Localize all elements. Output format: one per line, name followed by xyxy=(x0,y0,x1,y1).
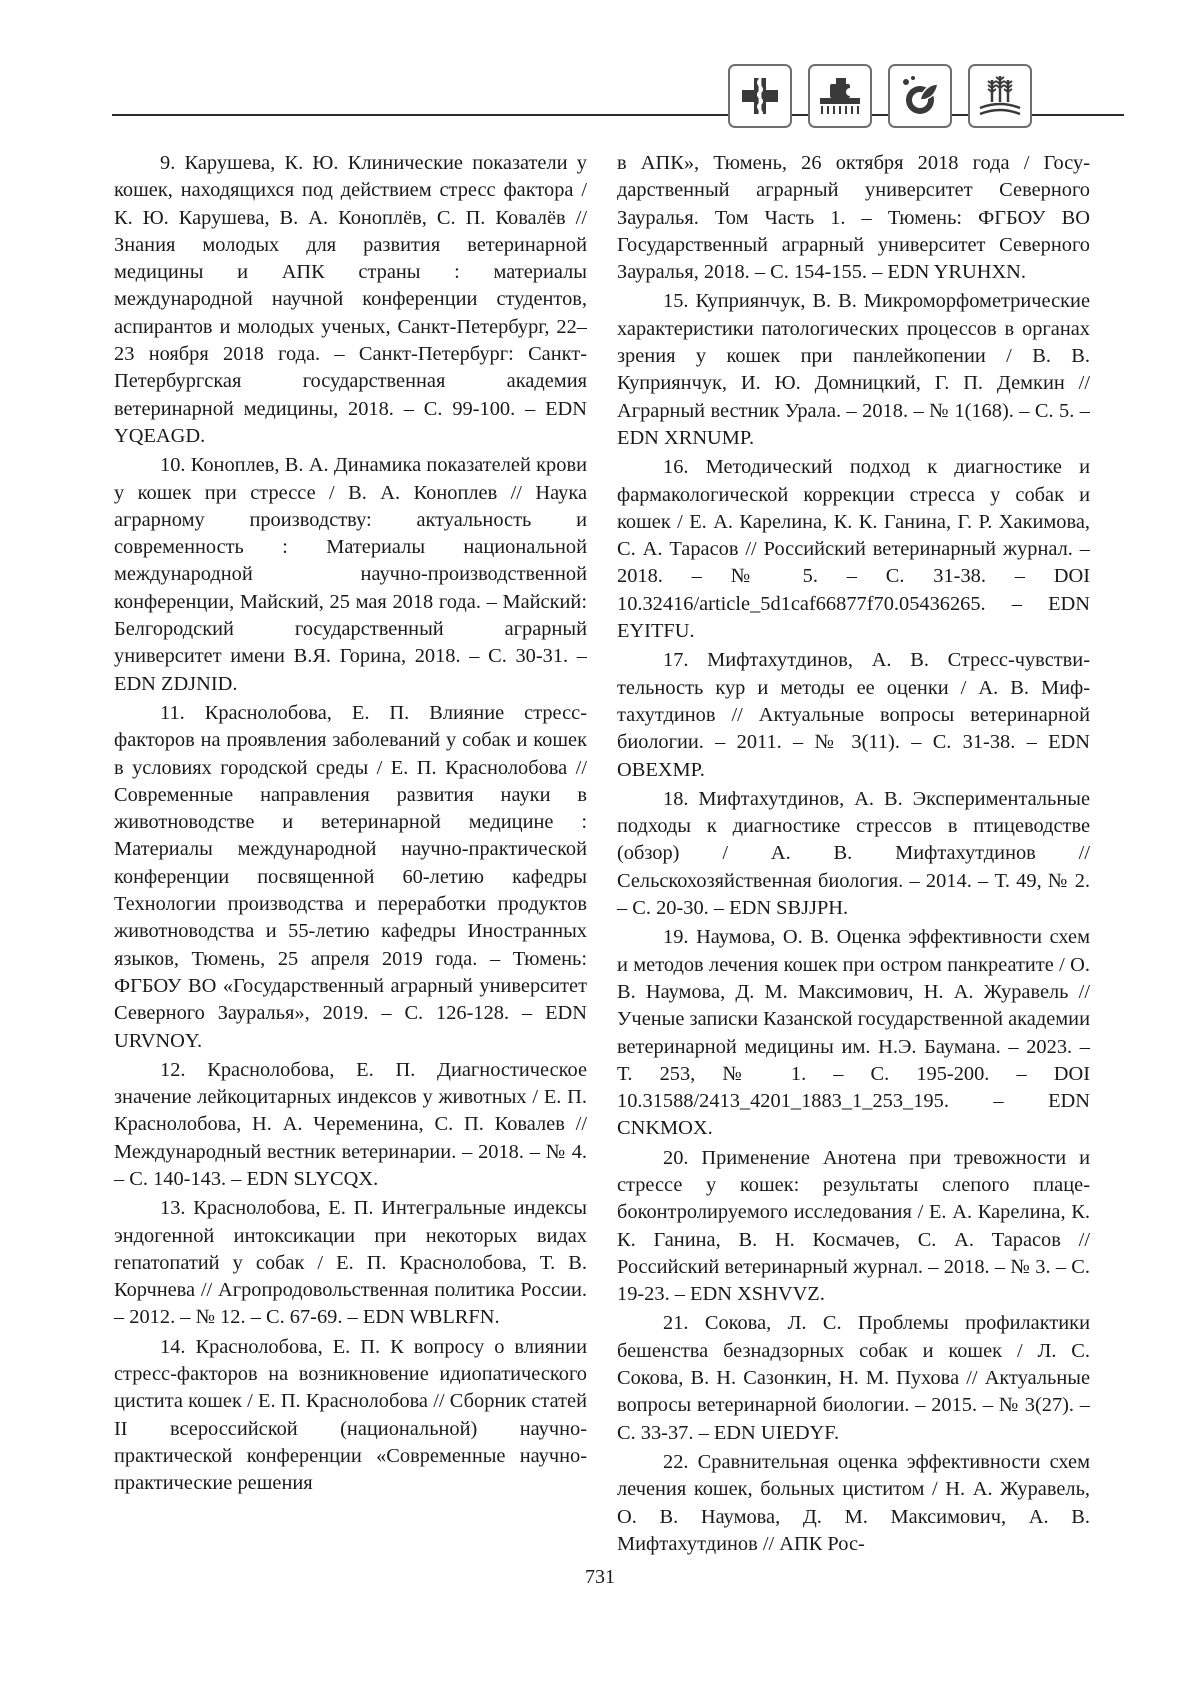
reference-item: 21. Сокова, Л. С. Проблемы профилактики бешенства безнадзорных собак и кошек / Л. С. Сокова, В. Н. Сазонкин, Н. М. Пухова // Актуальные вопросы ветеринарной биологии. – 2015. – № 3(27). – С. 33-37. – EDN UIEDYF. xyxy=(617,1312,1090,1444)
reference-item: 20. Применение Анотена при тревожности и стрессе у кошек: результаты слепого плацебоконтролируемого исследования / Е. А. Карелина, К. К. Ганина, В. Н. Космачев, С. А. Тарасов // Российский ветеринарный журнал. – 2018. – № 3. – С. 19-23. – EDN XSHVVZ. xyxy=(617,1146,1090,1306)
header-connector xyxy=(872,114,888,116)
reference-item-continued: в АПК», Тюмень, 26 октября 2018 года / Государственный аграрный университет Северного Зауралья. Том Часть 1. – Тюмень: ФГБОУ ВО Государственный аграрный университет Северного Зауралья, 2018. – С. 154-155. – EDN YRUHXN. xyxy=(617,152,1090,284)
reference-item: 14. Краснолобова, Е. П. К вопросу о влиянии стресс-факторов на возникновение идиопатического цистита кошек / Е. П. Краснолобова // Сборник статей II всероссийской (национальной) научно-практической конференции «Современные научно-практические решения xyxy=(114,1335,587,1495)
wheat-field-icon xyxy=(968,64,1032,128)
reference-item: 19. Наумова, О. В. Оценка эффективности схем и методов лечения кошек при остром панкреатите / О. В. Наумова, Д. М. Максимович, Н. А. Журавель // Ученые записки Казанской государственной академии ветеринарной медицины им. Н.Э. Баумана. – 2023. – Т. 253, № 1. – С. 195-200. – DOI 10.31588/2413_4201_1883_1_253_195. – EDN CNKMOX. xyxy=(617,926,1090,1140)
reference-item: 10. Коноплев, В. А. Динамика показателей крови у кошек при стрессе / В. А. Коноплев // Наука аграрному производству: актуальность и современность : Материалы национальной международной научно-производственной конференции, Майский, 25 мая 2018 года. – Майский: Белгородский государственный аграрный университет имени В.Я. Горина, 2018. – С. 30-31. – EDN ZDJNID. xyxy=(114,454,587,695)
reference-item: 9. Карушева, К. Ю. Клинические показатели у кошек, находящихся под действием стресс фактора / К. Ю. Карушева, В. А. Коноплёв, С. П. Ковалёв // Знания молодых для развития ветеринарной медицины и АПК страны : материалы международной научной конференции студентов, аспирантов и молодых ученых, Санкт-Петербург, 22–23 ноября 2018 года. – Санкт-Петербург: Санкт-Петербургская государственная академия ветеринарной медицины, 2018. – С. 99-100. – EDN YQEAGD. xyxy=(114,152,587,447)
references-left-column xyxy=(114,150,587,1500)
header-connector xyxy=(952,114,968,116)
reference-item: 15. Куприянчук, В. В. Микроморфометрические характеристики патологических процессов в органах зрения у кошек при панлейкопении / В. В. Куприянчук, И. Ю. Домницкий, Г. П. Демкин // Аграрный вестник Урала. – 2018. – № 1(168). – С. 5. – EDN XRNUMP. xyxy=(617,290,1090,449)
reference-item: 13. Краснолобова, Е. П. Интегральные индексы эндогенной интоксикации при некоторых видах гепатопатий у собак / Е. П. Краснолобова, Т. В. Корчнева // Агропродовольственная политика России. – 2012. – № 12. – С. 67-69. – EDN WBLRFN. xyxy=(114,1197,587,1329)
veterinary-cross-snake-icon xyxy=(728,64,792,128)
reference-item: 16. Методический подход к диагностике и фармакологической коррекции стресса у собак и кошек / Е. А. Карелина, К. К. Ганина, Г. Р. Хакимова, С. А. Тарасов // Российский ветеринарный журнал. – 2018. – № 5. – С. 31-38. – DOI 10.32416/article_5d1caf66877f70.05436265. – EDN EYITFU. xyxy=(617,456,1090,643)
reference-item: 18. Мифтахутдинов, А. В. Экспериментальные подходы к диагностике стрессов в птицеводстве (обзор) / А. В. Мифтахутдинов // Сельскохозяйственная биология. – 2014. – Т. 49, № 2. – С. 20-30. – EDN SBJJPH. xyxy=(617,787,1090,920)
reference-item: 12. Краснолобова, Е. П. Диагностическое значение лейкоцитарных индексов у животных / Е. П. Краснолобова, Н. А. Череменина, С. П. Ковалев // Международный вестник ветеринарии. – 2018. – № 4. – С. 140-143. – EDN SLYCQX. xyxy=(114,1058,587,1190)
references-right-column xyxy=(617,150,1090,1560)
header-connector xyxy=(792,114,808,116)
reference-item: 22. Сравнительная оценка эффективности схем лечения кошек, больных циститом / Н. А. Журавель, О. В. Наумова, Д. М. Максимович, А. В. Мифтахутдинов // АПК Рос- xyxy=(617,1450,1090,1555)
leaf-gear-icon xyxy=(888,64,952,128)
harvester-icon xyxy=(808,64,872,128)
page-number: 731 xyxy=(585,1566,615,1588)
reference-item: 11. Краснолобова, Е. П. Влияние стресс-факторов на проявления заболеваний у собак и кошек в условиях городской среды / Е. П. Краснолобова // Современные направления развития науки в животноводстве и ветеринарной медицине : Материалы международной научно-практической конференции посвященной 60-летию кафедры Технологии производства и переработки продуктов животноводства и 55-летию кафедры Иностранных языков, Тюмень, 25 апреля 2019 года. – Тюмень: ФГБОУ ВО «Государственный аграрный университет Северного Зауралья», 2019. – С. 126-128. – EDN URVNOY. xyxy=(114,701,587,1052)
reference-item: 17. Мифтахутдинов, А. В. Стресс-чувствительность кур и методы ее оценки / А. В. Мифтахутдинов // Актуальные вопросы ветеринарной биологии. – 2011. – № 3(11). – С. 31-38. – EDN OBEXMP. xyxy=(617,649,1090,781)
